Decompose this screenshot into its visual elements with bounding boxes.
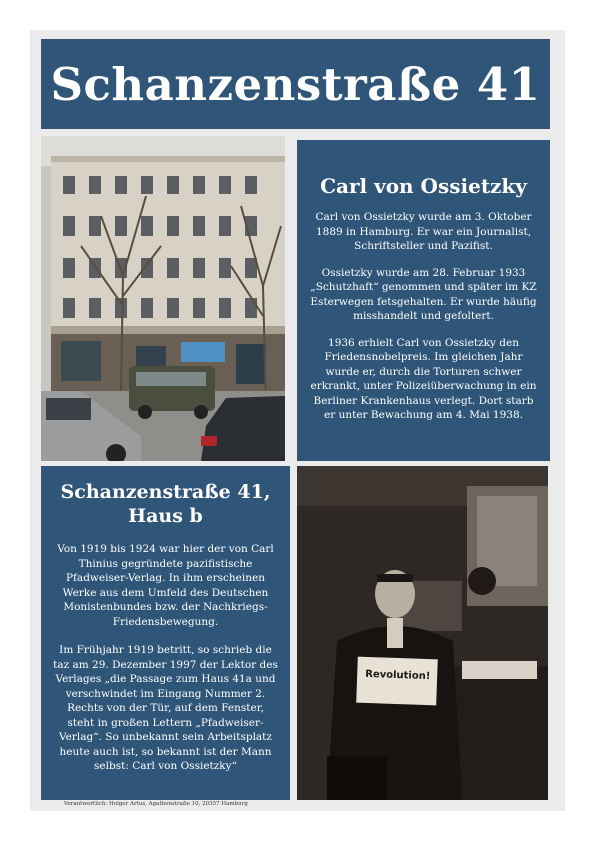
- haus-b-heading-line-2: Haus b: [128, 505, 203, 527]
- ossietzky-paragraph-1: Carl von Ossietzky wurde am 3. Oktober 1889 in Hamburg. Er war ein Journalist, Schriftsteller und Pazifist.: [315, 211, 532, 252]
- ossietzky-paragraph-2: Ossietzky wurde am 28. Februar 1933 „Schutzhaft“ genommen und später im KZ Esterwegen fetsgehalten. Er wurde häufig misshandelt und gefoltert.: [310, 266, 537, 322]
- portrait-photo-drawing: [297, 466, 548, 800]
- haus-b-info-box: [41, 466, 290, 800]
- ossietzky-paragraph-3: 1936 erhielt Carl von Ossietzky den Friedensnobelpreis. Im gleichen Jahr wurde er, durch die Torturen schwer erkrankt, unter Polizeiüberwachung in ein Berliner Krankenhaus verlegt. Dort starb er unter Bewachung am 4. Mai 1938.: [310, 336, 537, 421]
- ossietzky-heading: Carl von Ossietzky: [320, 174, 527, 198]
- ossietzky-portrait-photo: [297, 466, 548, 800]
- building-photo-drawing: [41, 136, 285, 461]
- haus-b-heading-line-1: Schanzenstraße 41,: [60, 481, 271, 503]
- footer-credit: Verantwortlich: Holger Artus, Agathenstraße 10, 20357 Hamburg: [64, 801, 248, 807]
- page-title: Schanzenstraße 41: [50, 57, 541, 111]
- newspaper-headline: Revolution!: [365, 668, 431, 683]
- building-photo: [41, 136, 285, 461]
- haus-b-heading: [41, 480, 290, 528]
- title-banner: [41, 39, 550, 129]
- ossietzky-info-box: [297, 140, 550, 461]
- haus-b-paragraph-2: Im Frühjahr 1919 betritt, so schrieb die taz am 29. Dezember 1997 der Lektor des Verlages „die Passage zum Haus 41a und verschwindet im Eingang Nummer 2. Rechts von der Tür, auf dem Fenster, steht in großen Lettern „Pfadweiser-Verlag“. So unbekannt sein Arbeitsplatz heute auch ist, so bekannt ist der Mann selbst: Carl von Ossietzky“: [53, 644, 278, 772]
- haus-b-paragraph-1: Von 1919 bis 1924 war hier der von Carl Thinius gegründete pazifistische Pfadweiser-Verlag. In ihm erscheinen Werke aus dem Umfeld des Deutschen Monistenbundes bzw. der Nachkriegs-Friedensbewegung.: [57, 543, 274, 628]
